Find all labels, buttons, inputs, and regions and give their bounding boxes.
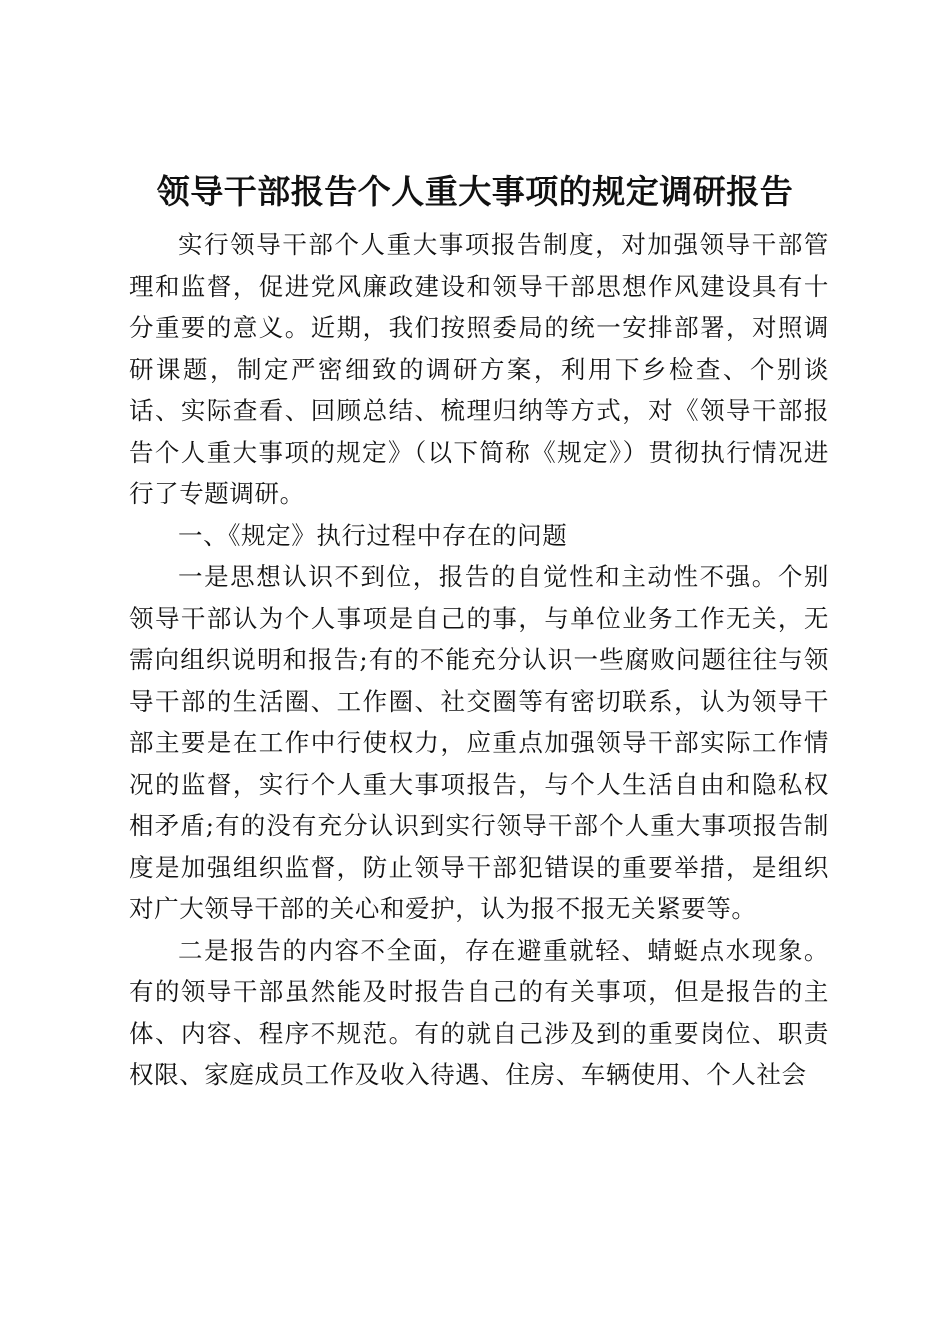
document-title: 领导干部报告个人重大事项的规定调研报告 <box>156 172 794 211</box>
document-body <box>129 224 829 1096</box>
problem-paragraph-2: 二是报告的内容不全面，存在避重就轻、蜻蜓点水现象。有的领导干部虽然能及时报告自己的有关事项，但是报告的主体、内容、程序不规范。有的就自己涉及到的重要岗位、职责权限、家庭成员工作及收入待遇、住房、车辆使用、个人社会 <box>129 935 829 1089</box>
problem-paragraph-1: 一是思想认识不到位，报告的自觉性和主动性不强。个别领导干部认为个人事项是自己的事，与单位业务工作无关，无需向组织说明和报告;有的不能充分认识一些腐败问题往往与领导干部的生活圈、工作圈、社交圈等有密切联系，认为领导干部主要是在工作中行使权力，应重点加强领导干部实际工作情况的监督，实行个人重大事项报告，与个人生活自由和隐私权相矛盾;有的没有充分认识到实行领导干部个人重大事项报告制度是加强组织监督，防止领导干部犯错误的重要举措，是组织对广大领导干部的关心和爱护，认为报不报无关紧要等。 <box>129 562 829 923</box>
section-heading: 一、《规定》执行过程中存在的问题 <box>178 520 568 550</box>
intro-paragraph: 实行领导干部个人重大事项报告制度，对加强领导干部管理和监督，促进党风廉政建设和领导干部思想作风建设具有十分重要的意义。近期，我们按照委局的统一安排部署，对照调研课题，制定严密细致的调研方案，利用下乡检查、个别谈话、实际查看、回顾总结、梳理归纳等方式，对《领导干部报告个人重大事项的规定》（以下简称《规定》）贯彻执行情况进行了专题调研。 <box>129 230 829 508</box>
